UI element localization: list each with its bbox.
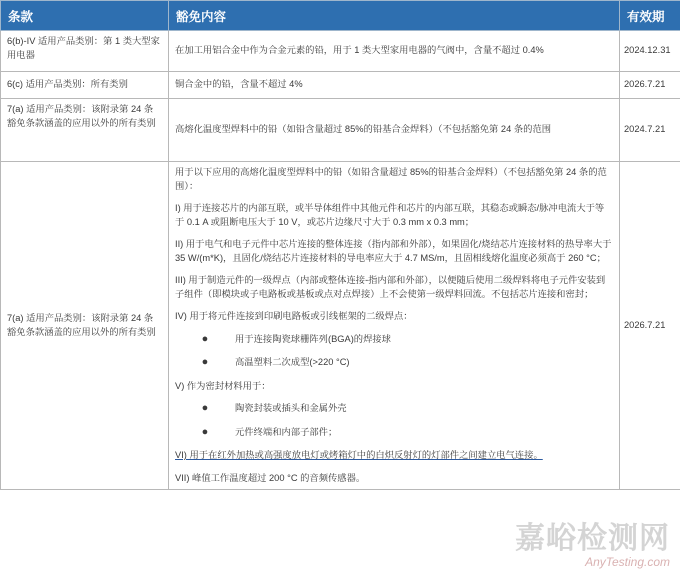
item-text: I) 用于连接芯片的内部互联，或半导体组件中其他元件和芯片的内部互联，其稳态或瞬态/脉冲电流大于等于 0.1 A 或阻断电压大于 10 V，或芯片边缘尺寸大于 0.3 mm x 0.3 mm； <box>175 203 605 227</box>
bullet-dot-icon: ● <box>201 425 209 438</box>
table-row <box>1 99 680 162</box>
watermark-sub: AnyTesting.com <box>585 555 670 569</box>
clause-cell: 7(a) 适用产品类别：该附录第 24 条豁免条款涵盖的应用以外的所有类别 <box>1 99 169 162</box>
bullet-dot-icon: ● <box>201 332 209 345</box>
table-row <box>1 162 680 490</box>
content-cell: 铜合金中的铅，含量不超过 4% <box>169 72 620 99</box>
content-cell: 高熔化温度型焊料中的铅（如铅含量超过 85%的铅基合金焊料）（不包括豁免第 24 条的范围 <box>169 99 620 162</box>
item-text: V) 作为密封材料用于： <box>175 380 271 391</box>
watermark <box>515 523 670 569</box>
bullet-item <box>175 426 613 440</box>
bullet-dot-icon: ● <box>201 356 209 368</box>
clause-cell: 6(c) 适用产品类别：所有类别 <box>1 72 169 99</box>
item-text: II) 用于电气和电子元件中芯片连接的整体连接（指内部和外部），如果固化/烧结芯片连接材料的热导率大于 35 W/(m*K)，且固化/烧结芯片连接材料的导电率应大于 4.7 MS/m，且固相线熔化温度必须高于 260 °C； <box>175 239 612 263</box>
watermark-main: 嘉峪检测网 <box>515 522 670 555</box>
bullet-item <box>175 333 613 347</box>
validity-cell: 2026.7.21 <box>620 162 680 490</box>
header-content: 豁免内容 <box>169 1 620 31</box>
validity-cell: 2024.7.21 <box>620 99 680 162</box>
table-header-row <box>1 1 680 31</box>
clause-cell: 7(a) 适用产品类别：该附录第 24 条豁免条款涵盖的应用以外的所有类别 <box>1 162 169 490</box>
header-validity: 有效期 <box>620 1 680 31</box>
table-row <box>1 72 680 99</box>
table-row <box>1 31 680 72</box>
content-cell <box>169 162 620 490</box>
clause-cell: 6(b)-IV 适用产品类别：第 1 类大型家用电器 <box>1 31 169 72</box>
bullet-item <box>175 402 613 416</box>
content-cell: 在加工用铝合金中作为合金元素的铅，用于 1 类大型家用电器的气阀中，含量不超过 0.4% <box>169 31 620 72</box>
bullet-text: 陶瓷封装或插头和金属外壳 <box>235 403 347 413</box>
item-text: IV) 用于将元件连接到印刷电路板或引线框架的二级焊点： <box>175 311 413 321</box>
item-text: VI) 用于在红外加热或高强度放电灯或烤箱灯中的白炽反射灯的灯部件之间建立电气连接。 <box>175 450 543 460</box>
bullet-dot-icon: ● <box>201 402 209 414</box>
validity-cell: 2026.7.21 <box>620 72 680 99</box>
bullet-text: 元件终端和内部子部件； <box>235 426 338 437</box>
validity-cell: 2024.12.31 <box>620 31 680 72</box>
bullet-item <box>175 356 613 370</box>
bullet-text: 高温塑料二次成型(>220 °C) <box>235 357 350 367</box>
item-text: III) 用于制造元件的一级焊点（内部或整体连接-指内部和外部），以便随后使用二级焊料将电子元件安装到子组件（即模块或子电路板或基板或点对点焊接）上不会使第一级焊料回流。不包括芯片连接和密封； <box>175 275 606 299</box>
intro-text: 用于以下应用的高熔化温度型焊料中的铅（如铅含量超过 85%的铅基合金焊料）（不包括豁免第 24 条的范围）： <box>175 167 607 191</box>
bullet-text: 用于连接陶瓷球栅阵列(BGA)的焊接球 <box>235 333 391 344</box>
item-text: VII) 峰值工作温度超过 200 °C 的音频传感器。 <box>175 472 366 483</box>
header-clause: 条款 <box>1 1 169 31</box>
